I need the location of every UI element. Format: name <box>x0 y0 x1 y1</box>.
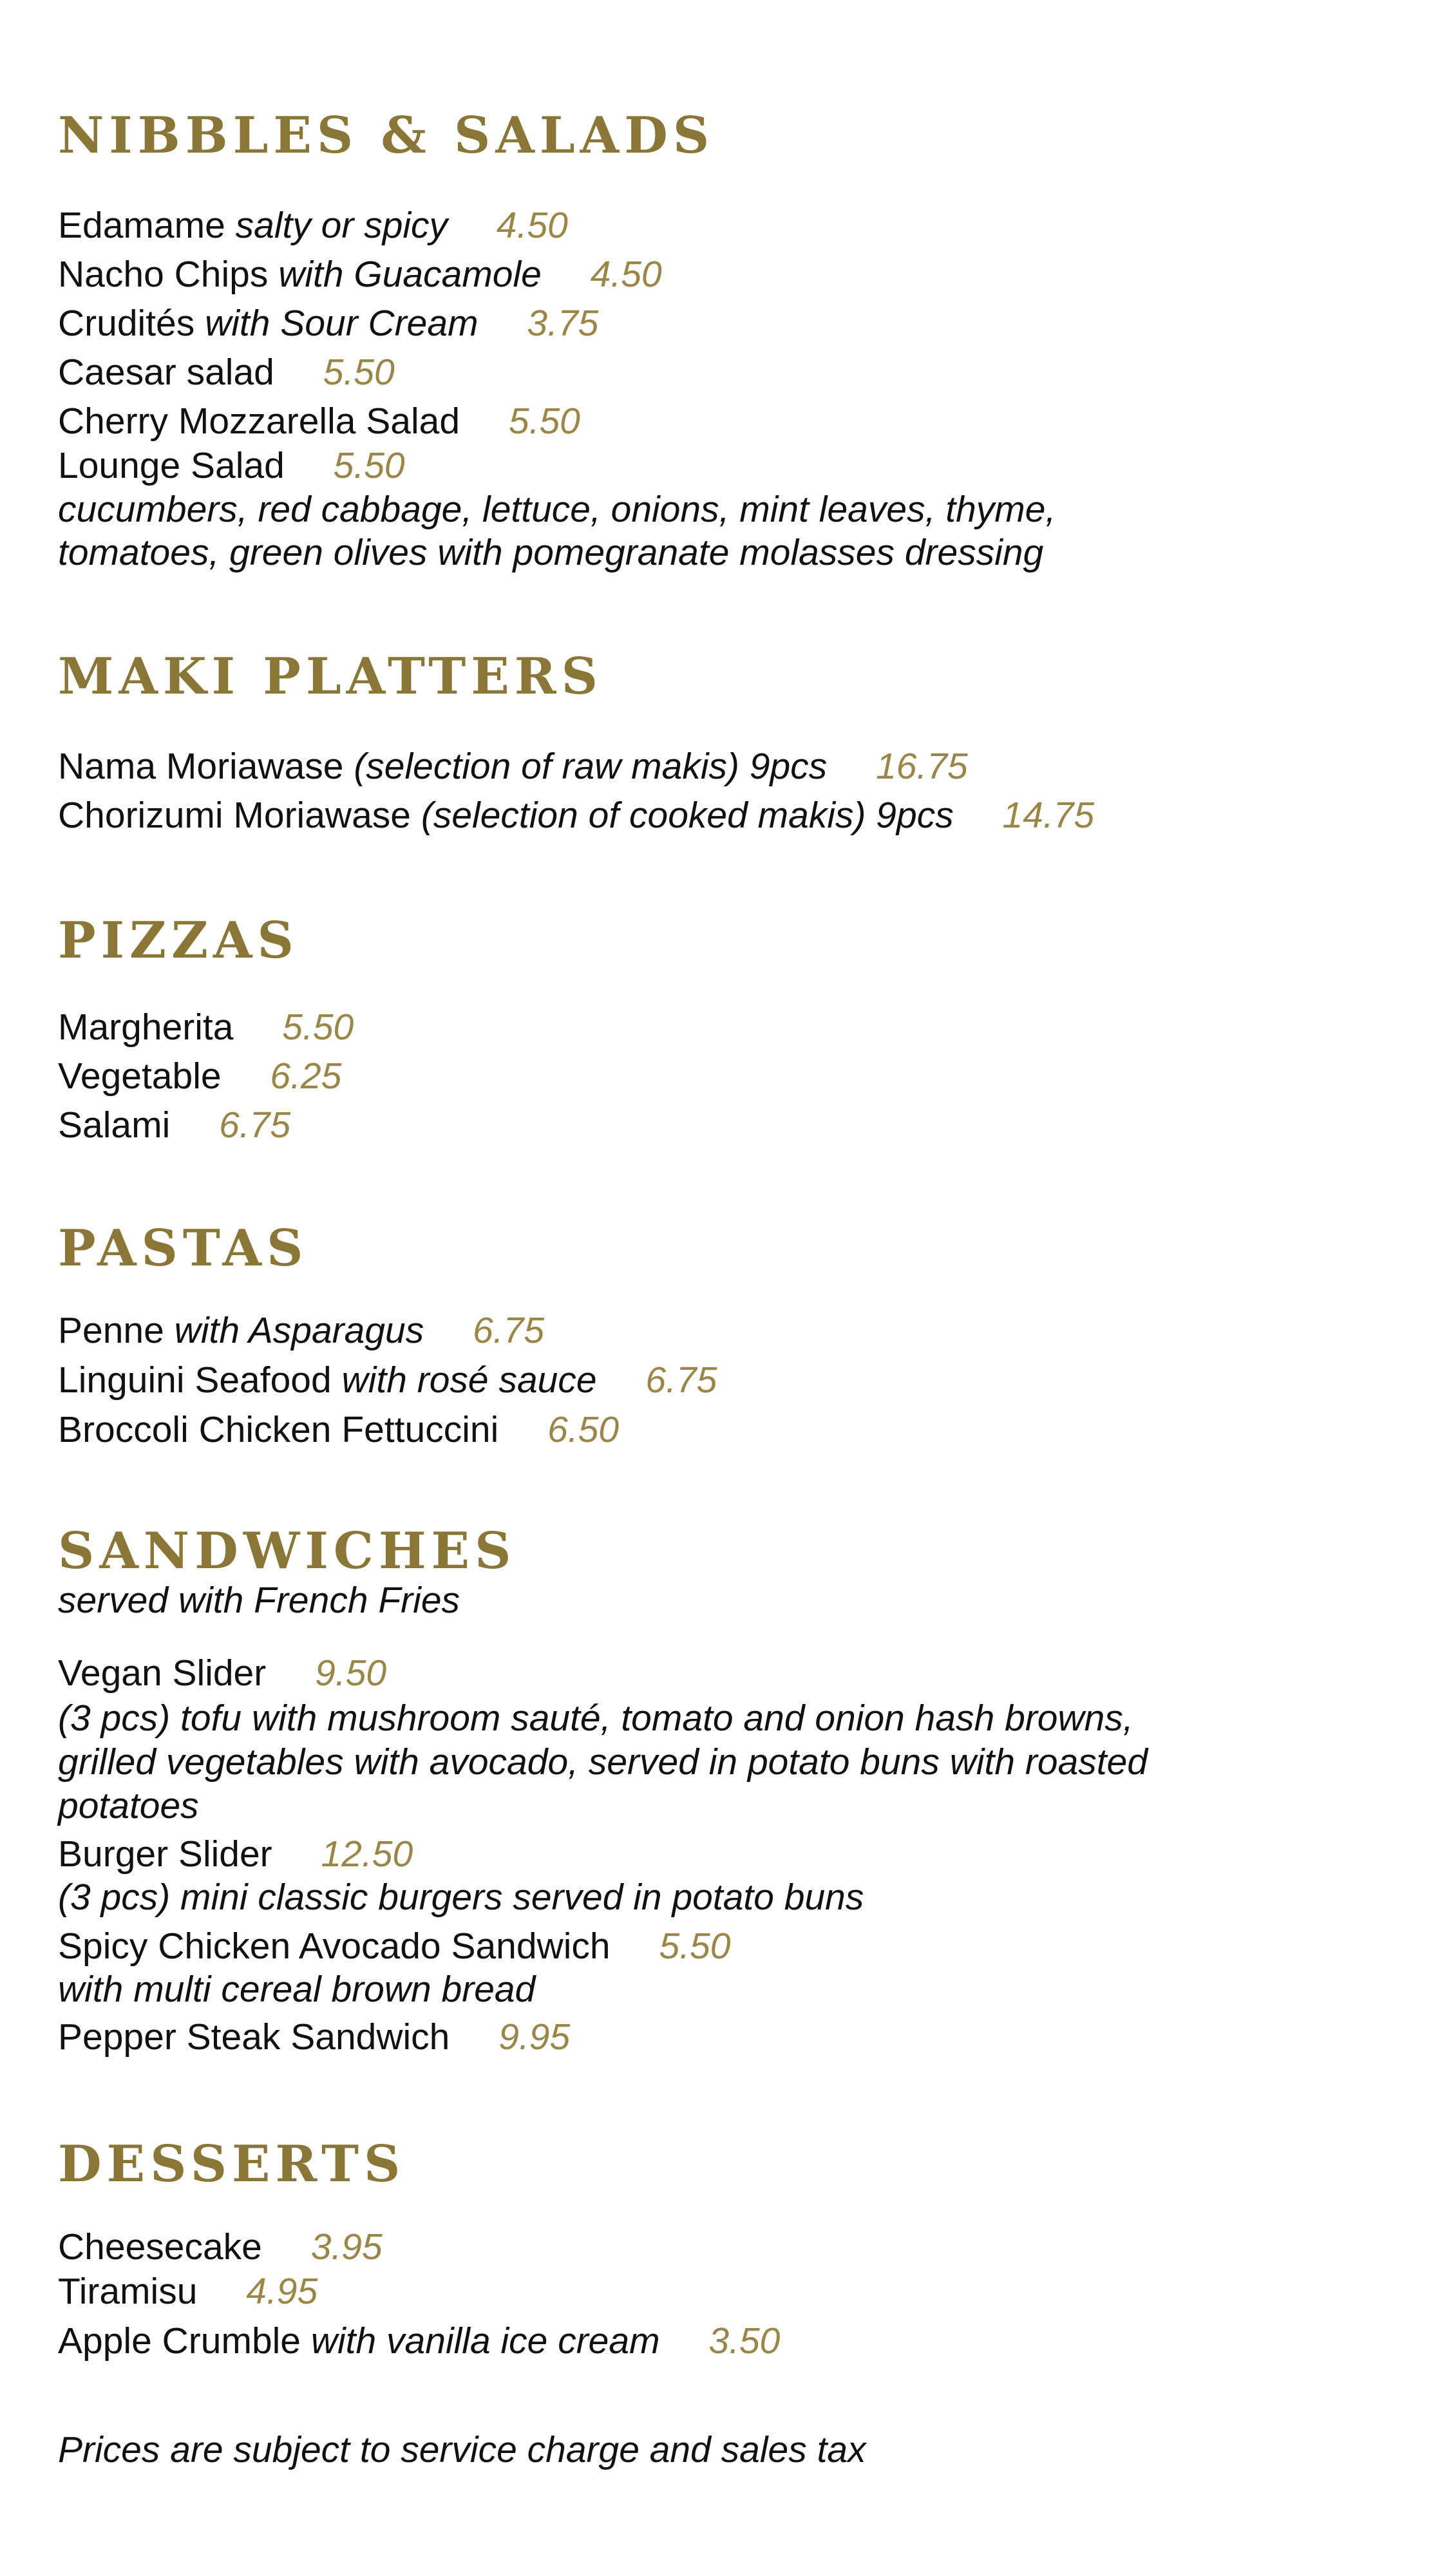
item-name: Penne <box>58 1310 164 1351</box>
item-name: Broccoli Chicken Fettuccini <box>58 1409 499 1450</box>
menu-item-spicy-chicken-avocado-sandwich <box>58 1928 730 1965</box>
menu-item-nacho-chips <box>58 256 662 293</box>
menu-item-caesar-salad <box>58 354 395 391</box>
menu-item-linguini-seafood <box>58 1359 717 1401</box>
item-price: 6.75 <box>645 1359 717 1401</box>
section-title-sandwiches: SANDWICHES <box>58 1522 516 1580</box>
section-subtitle-sandwiches: served with French Fries <box>58 1580 460 1621</box>
item-description: with rosé sauce <box>341 1359 597 1401</box>
item-name: Vegetable <box>58 1056 222 1097</box>
item-price: 5.50 <box>282 1007 354 1048</box>
menu-item-crudites <box>58 305 598 342</box>
item-price: 3.50 <box>708 2320 781 2362</box>
menu-item-pepper-steak-sandwich <box>58 2016 571 2058</box>
item-price: 4.50 <box>590 254 662 295</box>
item-price: 5.50 <box>508 401 580 442</box>
menu-item-broccoli-chicken-fettuccini <box>58 1409 620 1450</box>
item-name: Nacho Chips <box>58 254 269 295</box>
item-name: Linguini Seafood <box>58 1359 332 1401</box>
item-note-line: tomatoes, green olives with pomegranate molasses dressing <box>58 532 1044 573</box>
item-price: 6.25 <box>270 1056 342 1097</box>
item-note-line: with multi cereal brown bread <box>58 1969 536 2010</box>
section-title-pastas: PASTAS <box>58 1219 308 1278</box>
menu-item-salami <box>58 1104 291 1146</box>
item-name: Pepper Steak Sandwich <box>58 2016 450 2058</box>
item-price: 9.95 <box>498 2016 571 2058</box>
menu-item-cheesecake <box>58 2226 383 2268</box>
item-name: Vegan Slider <box>58 1653 267 1694</box>
item-name: Burger Slider <box>58 1833 272 1875</box>
item-price: 6.75 <box>219 1104 291 1146</box>
item-name: Margherita <box>58 1007 234 1048</box>
item-price: 16.75 <box>876 746 968 787</box>
item-description: with Guacamole <box>278 254 542 295</box>
item-price: 4.50 <box>496 205 568 246</box>
item-note-line: (3 pcs) tofu with mushroom sauté, tomato and onion hash browns, <box>58 1698 1133 1739</box>
section-title-pizzas: PIZZAS <box>58 911 299 970</box>
item-name: Apple Crumble <box>58 2320 301 2362</box>
item-description: salty or spicy <box>235 205 448 246</box>
menu-item-penne <box>58 1312 544 1349</box>
menu-item-tiramisu <box>58 2273 317 2310</box>
menu-item-vegan-slider <box>58 1655 386 1692</box>
item-price: 12.50 <box>321 1833 413 1875</box>
section-title-nibbles-salads: NIBBLES & SALADS <box>58 106 715 165</box>
item-note-line: (3 pcs) mini classic burgers served in potato buns <box>58 1877 864 1918</box>
item-note-line: potatoes <box>58 1785 199 1826</box>
item-description: with Sour Cream <box>205 303 478 344</box>
item-price: 6.75 <box>473 1310 545 1351</box>
item-name: Chorizumi Moriawase <box>58 795 411 836</box>
item-description: with Asparagus <box>174 1310 424 1351</box>
item-price: 14.75 <box>1002 795 1095 836</box>
section-title-maki-platters: MAKI PLATTERS <box>58 647 603 706</box>
menu-item-apple-crumble <box>58 2320 781 2362</box>
item-price: 5.50 <box>659 1926 731 1967</box>
menu-item-margherita <box>58 1009 354 1046</box>
menu-item-cherry-mozzarella-salad <box>58 403 580 440</box>
menu-item-edamame <box>58 207 568 244</box>
menu-item-lounge-salad <box>58 445 405 486</box>
item-note-line: grilled vegetables with avocado, served in potato buns with roasted <box>58 1741 1148 1783</box>
item-note-line: cucumbers, red cabbage, lettuce, onions, mint leaves, thyme, <box>58 489 1056 530</box>
item-description: (selection of cooked makis) 9pcs <box>421 795 954 836</box>
item-price: 6.50 <box>547 1409 620 1450</box>
item-name: Cheesecake <box>58 2226 262 2268</box>
item-price: 3.75 <box>527 303 599 344</box>
item-price: 3.95 <box>310 2226 383 2268</box>
menu-item-vegetable <box>58 1058 341 1095</box>
menu-item-chorizumi-moriawase <box>58 797 1094 834</box>
item-name: Crudités <box>58 303 195 344</box>
item-description: (selection of raw makis) 9pcs <box>354 746 828 787</box>
item-price: 5.50 <box>323 352 395 393</box>
item-name: Lounge Salad <box>58 445 285 486</box>
item-name: Edamame <box>58 205 225 246</box>
item-price: 9.50 <box>315 1653 387 1694</box>
item-name: Spicy Chicken Avocado Sandwich <box>58 1926 611 1967</box>
menu-item-burger-slider <box>58 1833 413 1875</box>
item-name: Salami <box>58 1104 171 1146</box>
item-name: Cherry Mozzarella Salad <box>58 401 460 442</box>
footer-note: Prices are subject to service charge and sales tax <box>58 2429 866 2470</box>
section-title-desserts: DESSERTS <box>58 2135 406 2193</box>
item-name: Nama Moriawase <box>58 746 344 787</box>
item-name: Tiramisu <box>58 2271 198 2312</box>
item-price: 4.95 <box>246 2271 318 2312</box>
item-name: Caesar salad <box>58 352 274 393</box>
item-description: with vanilla ice cream <box>310 2320 660 2362</box>
menu-item-nama-moriawase <box>58 748 968 785</box>
item-price: 5.50 <box>333 445 405 486</box>
